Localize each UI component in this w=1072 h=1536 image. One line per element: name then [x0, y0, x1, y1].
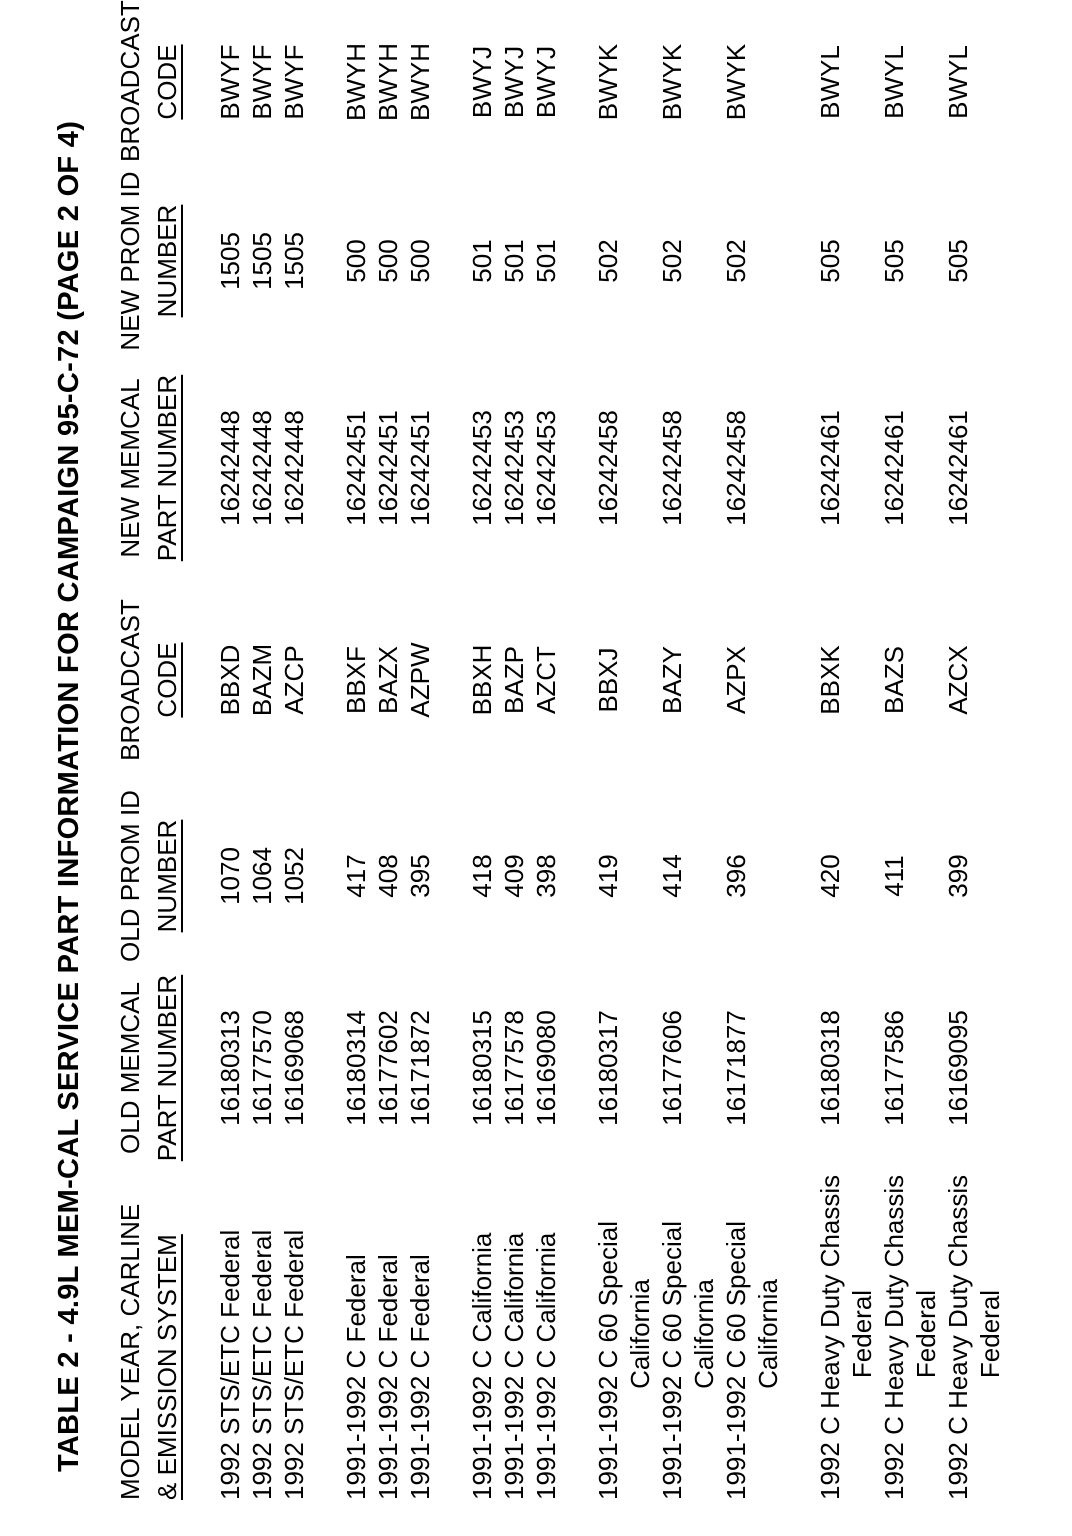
cell-old-prom-id-number: 395	[405, 854, 435, 898]
cell-new-prom-id-number: 500	[341, 239, 371, 283]
cell-old-prom-id-number: 420	[815, 854, 845, 898]
cell-old-prom-id-number: 411	[879, 855, 909, 897]
cell-new-broadcast-code: BWYJ	[531, 45, 561, 119]
model-line: 1991-1992 C Federal	[405, 1254, 435, 1500]
cell-model-year-carline	[530, 1168, 562, 1500]
cell-model-year-carline	[720, 1168, 784, 1500]
cell-new-prom-id-number: 505	[943, 239, 973, 283]
model-line: 1991-1992 C 60 Special	[593, 1221, 623, 1500]
cell-new-memcal-part-number: 16242451	[373, 410, 403, 526]
model-line: Federal	[975, 1289, 1005, 1379]
table-row	[404, 0, 436, 1500]
model-line: California	[689, 1279, 719, 1389]
table-row	[592, 0, 656, 1500]
cell-new-broadcast-code: BWYH	[405, 43, 435, 121]
cell-model-year-carline	[942, 1168, 1006, 1500]
cell-new-memcal-part-number: 16242448	[247, 410, 277, 526]
cell-new-memcal-part-number: 16242451	[341, 410, 371, 526]
cell-old-memcal-part-number: 16177570	[247, 1010, 277, 1126]
cell-model-year-carline	[466, 1168, 498, 1500]
cell-old-memcal-part-number: 16180318	[815, 1010, 845, 1126]
column-header-line1: BROADCAST	[115, 599, 145, 761]
cell-model-year-carline	[878, 1168, 942, 1500]
model-line: Federal	[911, 1289, 941, 1379]
column-header-new-prom-id-number	[112, 162, 186, 360]
column-header-new-broadcast-code	[112, 2, 186, 162]
cell-new-broadcast-code: BWYJ	[467, 45, 497, 119]
cell-new-prom-id-number: 1505	[215, 232, 245, 290]
cell-new-broadcast-code: BWYL	[815, 45, 845, 119]
table-row	[278, 0, 310, 1500]
cell-old-memcal-part-number: 16169080	[531, 1010, 561, 1126]
table-row	[530, 0, 562, 1500]
cell-new-broadcast-code: BWYJ	[499, 45, 529, 119]
cell-old-prom-id-number: 414	[657, 854, 687, 898]
table-row	[246, 0, 278, 1500]
model-line: 1992 C Heavy Duty Chassis	[815, 1174, 845, 1500]
cell-old-memcal-part-number: 16177578	[499, 1010, 529, 1126]
model-line: 1992 C Heavy Duty Chassis	[879, 1174, 909, 1500]
cell-new-prom-id-number: 502	[721, 239, 751, 283]
column-header-line2: NUMBER	[152, 819, 182, 933]
column-header-line2: & EMISSION SYSTEM	[152, 1234, 182, 1500]
cell-old-prom-id-number: 396	[721, 854, 751, 898]
table-row	[656, 0, 720, 1500]
model-line: 1991-1992 C Federal	[373, 1254, 403, 1500]
cell-model-year-carline	[404, 1168, 436, 1500]
table-row	[942, 0, 1006, 1500]
cell-old-prom-id-number: 408	[373, 854, 403, 898]
cell-old-prom-id-number: 398	[531, 854, 561, 898]
cell-new-prom-id-number: 501	[467, 239, 497, 283]
cell-old-prom-id-number: 409	[499, 854, 529, 898]
row-group	[214, 0, 310, 1500]
cell-old-broadcast-code: BBXJ	[593, 647, 623, 713]
cell-new-prom-id-number: 500	[405, 239, 435, 283]
column-header-line2: CODE	[152, 44, 182, 120]
cell-model-year-carline	[214, 1168, 246, 1500]
cell-old-memcal-part-number: 16177602	[373, 1010, 403, 1126]
model-line: 1991-1992 C California	[499, 1232, 529, 1500]
cell-new-memcal-part-number: 16242458	[593, 410, 623, 526]
model-line: 1992 STS/ETC Federal	[247, 1229, 277, 1500]
cell-model-year-carline	[340, 1168, 372, 1500]
cell-model-year-carline	[246, 1168, 278, 1500]
cell-new-memcal-part-number: 16242451	[405, 410, 435, 526]
cell-old-prom-id-number: 1052	[279, 847, 309, 905]
model-line: California	[625, 1279, 655, 1389]
cell-new-memcal-part-number: 16242458	[721, 410, 751, 526]
cell-old-prom-id-number: 418	[467, 854, 497, 898]
column-header-line1: OLD PROM ID	[115, 790, 145, 962]
model-line: Federal	[847, 1289, 877, 1379]
cell-old-memcal-part-number: 16177586	[879, 1010, 909, 1126]
model-line: California	[753, 1279, 783, 1389]
cell-new-broadcast-code: BWYH	[341, 43, 371, 121]
cell-new-memcal-part-number: 16242458	[657, 410, 687, 526]
cell-old-broadcast-code: BBXK	[815, 645, 845, 715]
cell-new-broadcast-code: BWYL	[943, 45, 973, 119]
cell-new-prom-id-number: 501	[531, 239, 561, 283]
column-header-line2: CODE	[152, 642, 182, 718]
cell-old-broadcast-code: AZPW	[405, 642, 435, 718]
table-row	[214, 0, 246, 1500]
cell-old-prom-id-number: 1070	[215, 847, 245, 905]
column-header-line1: BROADCAST	[115, 0, 145, 162]
cell-new-memcal-part-number: 16242448	[279, 410, 309, 526]
cell-old-memcal-part-number: 16171877	[721, 1010, 751, 1126]
cell-old-broadcast-code: AZCP	[279, 645, 309, 715]
column-header-line2: PART NUMBER	[152, 374, 182, 562]
cell-new-prom-id-number: 1505	[279, 232, 309, 290]
cell-old-memcal-part-number: 16169068	[279, 1010, 309, 1126]
row-group	[340, 0, 436, 1500]
cell-new-broadcast-code: BWYK	[593, 43, 623, 121]
cell-model-year-carline	[372, 1168, 404, 1500]
column-header-line1: NEW PROM ID	[115, 171, 145, 351]
table-row	[372, 0, 404, 1500]
cell-old-broadcast-code: BAZX	[373, 646, 403, 714]
model-line: 1991-1992 C Federal	[341, 1254, 371, 1500]
cell-old-prom-id-number: 1064	[247, 847, 277, 905]
cell-old-broadcast-code: AZCT	[531, 646, 561, 714]
column-header-line1: NEW MEMCAL	[115, 378, 145, 558]
cell-model-year-carline	[278, 1168, 310, 1500]
model-line: 1991-1992 C California	[467, 1232, 497, 1500]
cell-new-prom-id-number: 505	[879, 239, 909, 283]
cell-old-broadcast-code: BAZY	[657, 646, 687, 714]
cell-new-broadcast-code: BWYF	[247, 44, 277, 120]
cell-old-memcal-part-number: 16180315	[467, 1010, 497, 1126]
cell-old-broadcast-code: AZCX	[943, 645, 973, 715]
cell-old-memcal-part-number: 16171872	[405, 1010, 435, 1126]
cell-model-year-carline	[498, 1168, 530, 1500]
model-line: 1992 STS/ETC Federal	[215, 1229, 245, 1500]
column-header-new-memcal-part-number	[112, 360, 186, 576]
cell-new-broadcast-code: BWYH	[373, 43, 403, 121]
cell-model-year-carline	[592, 1168, 656, 1500]
column-header-line1: MODEL YEAR, CARLINE	[115, 1203, 145, 1500]
model-line: 1991-1992 C 60 Special	[657, 1221, 687, 1500]
model-line: 1991-1992 C California	[531, 1232, 561, 1500]
row-group	[466, 0, 562, 1500]
cell-new-prom-id-number: 501	[499, 239, 529, 283]
cell-old-broadcast-code: BBXF	[341, 646, 371, 714]
cell-new-broadcast-code: BWYF	[215, 44, 245, 120]
cell-new-broadcast-code: BWYL	[879, 45, 909, 119]
cell-new-prom-id-number: 505	[815, 239, 845, 283]
cell-new-memcal-part-number: 16242453	[499, 410, 529, 526]
table-row	[466, 0, 498, 1500]
table-title: TABLE 2 - 4.9L MEM-CAL SERVICE PART INFORMATION FOR CAMPAIGN 95-C-72 (PAGE 2 OF 4)	[53, 120, 85, 1472]
table-row	[878, 0, 942, 1500]
table-row	[340, 0, 372, 1500]
cell-old-memcal-part-number: 16180314	[341, 1010, 371, 1126]
table-row	[814, 0, 878, 1500]
cell-new-broadcast-code: BWYK	[657, 43, 687, 121]
model-line: 1992 C Heavy Duty Chassis	[943, 1174, 973, 1500]
column-header-line2: PART NUMBER	[152, 974, 182, 1162]
cell-new-memcal-part-number: 16242461	[943, 410, 973, 526]
cell-old-broadcast-code: BAZP	[499, 646, 529, 714]
cell-new-prom-id-number: 502	[657, 239, 687, 283]
cell-old-broadcast-code: BAZS	[879, 646, 909, 714]
column-header-model-year-carline	[112, 1168, 186, 1500]
cell-model-year-carline	[814, 1168, 878, 1500]
cell-new-memcal-part-number: 16242448	[215, 410, 245, 526]
cell-new-broadcast-code: BWYF	[279, 44, 309, 120]
cell-model-year-carline	[656, 1168, 720, 1500]
row-group	[592, 0, 784, 1500]
cell-old-broadcast-code: BBXD	[215, 644, 245, 716]
cell-old-prom-id-number: 399	[943, 854, 973, 898]
cell-old-broadcast-code: BBXH	[467, 644, 497, 716]
cell-old-memcal-part-number: 16180313	[215, 1010, 245, 1126]
model-line: 1991-1992 C 60 Special	[721, 1221, 751, 1500]
cell-old-prom-id-number: 419	[593, 854, 623, 898]
cell-old-prom-id-number: 417	[341, 854, 371, 898]
column-header-old-broadcast-code	[112, 576, 186, 784]
table-header-row	[112, 0, 186, 1500]
table-row	[498, 0, 530, 1500]
cell-new-memcal-part-number: 16242461	[815, 410, 845, 526]
cell-new-prom-id-number: 502	[593, 239, 623, 283]
cell-old-memcal-part-number: 16180317	[593, 1010, 623, 1126]
cell-old-memcal-part-number: 16177606	[657, 1010, 687, 1126]
cell-old-broadcast-code: AZPX	[721, 646, 751, 714]
cell-new-prom-id-number: 500	[373, 239, 403, 283]
row-group	[814, 0, 1006, 1500]
cell-old-memcal-part-number: 16169095	[943, 1010, 973, 1126]
table-body	[214, 0, 1006, 1500]
model-line: 1992 STS/ETC Federal	[279, 1229, 309, 1500]
column-header-line1: OLD MEMCAL	[115, 982, 145, 1154]
column-header-old-memcal-part-number	[112, 968, 186, 1168]
cell-new-prom-id-number: 1505	[247, 232, 277, 290]
cell-new-memcal-part-number: 16242461	[879, 410, 909, 526]
cell-new-memcal-part-number: 16242453	[467, 410, 497, 526]
column-header-line2: NUMBER	[152, 204, 182, 318]
cell-new-memcal-part-number: 16242453	[531, 410, 561, 526]
table-row	[720, 0, 784, 1500]
cell-new-broadcast-code: BWYK	[721, 43, 751, 121]
cell-old-broadcast-code: BAZM	[247, 643, 277, 717]
column-header-old-prom-id-number	[112, 784, 186, 968]
